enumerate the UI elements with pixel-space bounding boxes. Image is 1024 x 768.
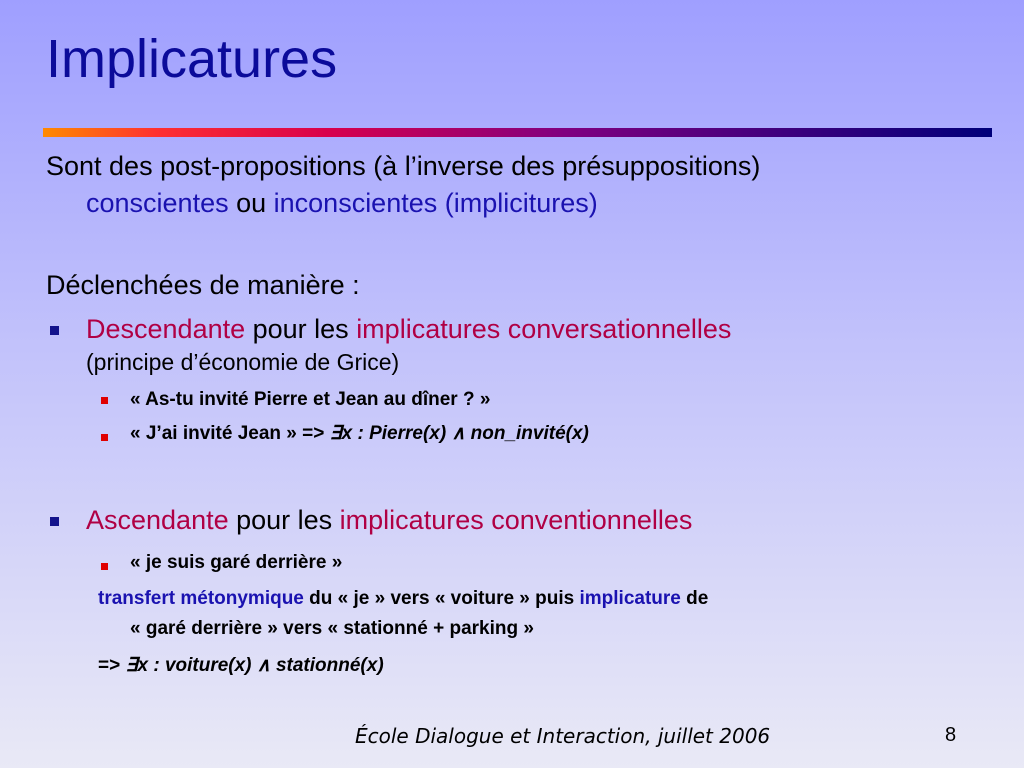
descendante-subtitle: (principe d’économie de Grice) xyxy=(86,349,400,375)
title-divider xyxy=(43,128,992,137)
inconscientes-term: inconscientes (implicitures) xyxy=(273,188,598,218)
ascendante-keyword: Ascendante xyxy=(86,505,229,535)
descendante-keyword: Descendante xyxy=(86,314,246,344)
conscientes-term: conscientes xyxy=(86,188,229,218)
page-number: 8 xyxy=(945,724,957,746)
descendante-line xyxy=(86,311,731,347)
transfert-end: de xyxy=(680,588,709,609)
slide-title: Implicatures xyxy=(46,29,338,89)
transfert-term: transfert métonymique xyxy=(98,588,304,609)
descendante-example-2 xyxy=(130,421,589,447)
declenchees-heading: Déclenchées de manière : xyxy=(46,270,360,300)
ascendante-target: implicatures conventionnelles xyxy=(339,505,693,535)
bullet-example-3 xyxy=(101,563,108,570)
intro-ou: ou xyxy=(228,188,274,218)
ascendante-arrow: => xyxy=(98,655,126,676)
ascendante-mid: pour les xyxy=(228,505,340,535)
bullet-example-1 xyxy=(101,397,108,404)
descendante-formula: ∃x : Pierre(x) ∧ non_invité(x) xyxy=(329,423,589,444)
intro-line-1: Sont des post-propositions (à l’inverse des présuppositions) xyxy=(46,151,761,181)
ascendante-example: « je suis garé derrière » xyxy=(130,552,343,573)
descendante-target: implicatures conversationnelles xyxy=(356,314,732,344)
implicature-term: implicature xyxy=(579,588,681,609)
bullet-ascendante xyxy=(50,517,59,526)
intro-line-2 xyxy=(86,185,598,221)
ascendante-formula-line xyxy=(98,653,384,679)
ascendante-formula: ∃x : voiture(x) ∧ stationné(x) xyxy=(125,655,384,676)
bullet-descendante xyxy=(50,326,59,335)
bullet-example-2 xyxy=(101,434,108,441)
transfert-line-1 xyxy=(98,586,708,612)
ascendante-line xyxy=(86,502,692,538)
example-2-text: « J’ai invité Jean » => xyxy=(130,423,330,444)
descendante-example-1: « As-tu invité Pierre et Jean au dîner ? » xyxy=(130,389,491,410)
descendante-mid: pour les xyxy=(245,314,357,344)
transfert-line-2: « garé derrière » vers « stationné + parking » xyxy=(130,618,534,639)
footer-text: École Dialogue et Interaction, juillet 2006 xyxy=(355,724,771,748)
transfert-mid: du « je » vers « voiture » puis xyxy=(303,588,580,609)
